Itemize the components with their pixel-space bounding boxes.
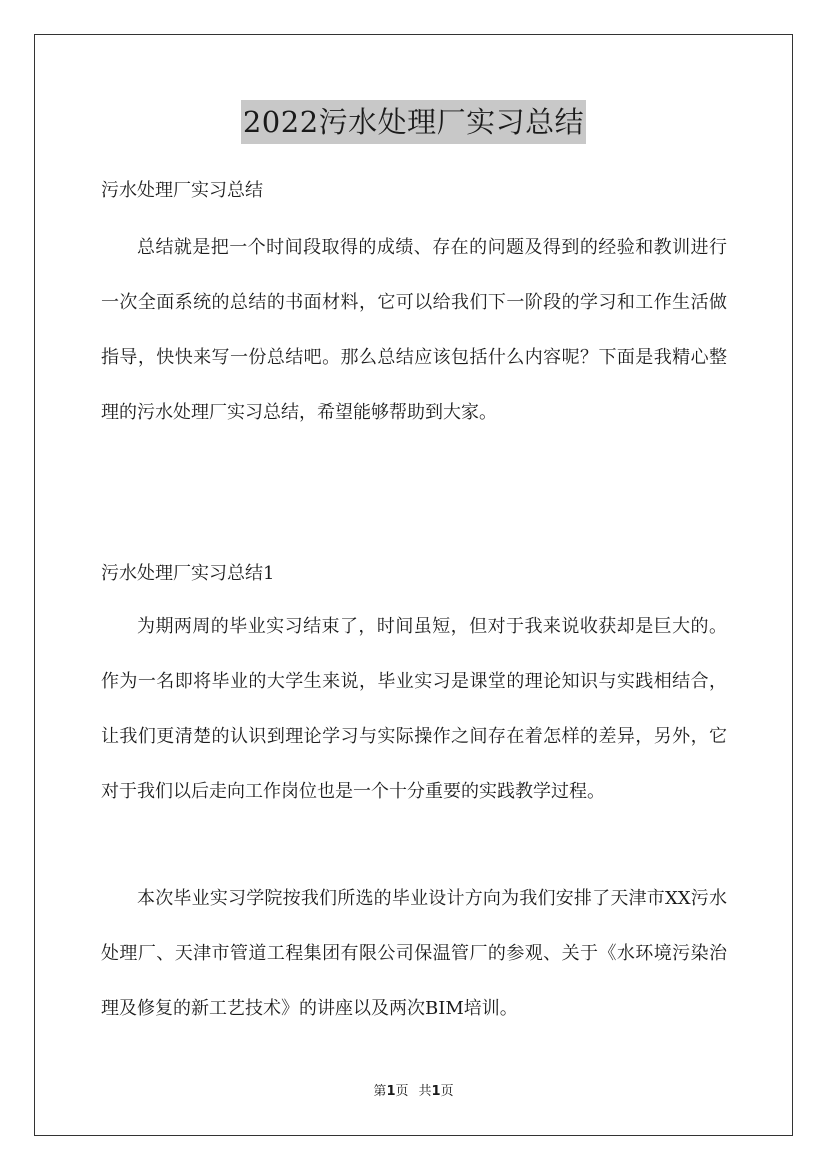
title-container [0, 100, 827, 144]
page-prefix: 第 [373, 1084, 387, 1099]
total-suffix: 页 [440, 1084, 454, 1099]
page-suffix: 页 [395, 1084, 409, 1099]
page-number: 1 [386, 1084, 396, 1099]
intro-paragraph: 总结就是把一个时间段取得的成绩、存在的问题及得到的经验和教训进行一次全面系统的总结的书面材料，它可以给我们下一阶段的学习和工作生活做指导，快快来写一份总结吧。那么总结应该包括什么内容呢？下面是我精心整理的污水处理厂实习总结，希望能够帮助到大家。 [101, 237, 727, 423]
body-paragraph: 为期两周的毕业实习结束了，时间虽短，但对于我来说收获却是巨大的。作为一名即将毕业的大学生来说，毕业实习是课堂的理论知识与实践相结合，让我们更清楚的认识到理论学习与实际操作之间存在着怎样的差异，另外，它对于我们以后走向工作岗位也是一个十分重要的实践教学过程。 [101, 616, 727, 802]
total-pages: 1 [431, 1084, 441, 1099]
section-heading: 污水处理厂实习总结1 [101, 563, 275, 584]
total-prefix: 共 [418, 1084, 432, 1099]
body-paragraph: 本次毕业实习学院按我们所选的毕业设计方向为我们安排了天津市XX污水处理厂、天津市管道工程集团有限公司保温管厂的参观、关于《水环境污染治理及修复的新工艺技术》的讲座以及两次BIM培训。 [101, 888, 727, 1019]
page-footer [0, 1084, 827, 1100]
document-subtitle: 污水处理厂实习总结 [101, 180, 263, 201]
document-title: 2022污水处理厂实习总结 [241, 100, 586, 144]
